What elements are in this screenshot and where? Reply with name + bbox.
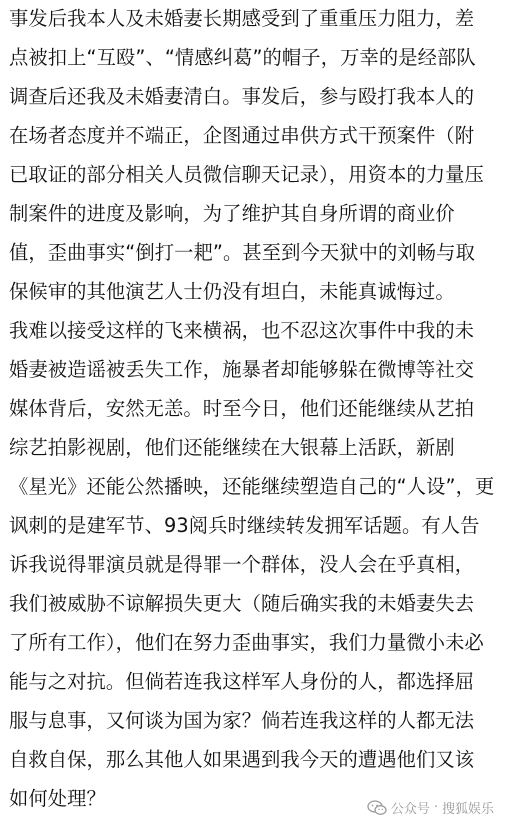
article-line: 调查后还我及未婚妻清白。事发后，参与殴打我本人的: [9, 85, 475, 108]
article-line: 制案件的进度及影响，为了维护其自身所谓的商业价: [9, 202, 455, 225]
article-line: 了所有工作），他们在努力歪曲事实，我们力量微小未必: [9, 631, 484, 654]
watermark-platform: 公众号: [390, 802, 430, 817]
article-line: 婚妻被造谣被丢失工作，施暴者却能够躲在微博等社交: [9, 358, 475, 381]
article-line: 值，歪曲事实“倒打一耙”。甚至到今天狱中的刘畅与取: [9, 241, 475, 264]
watermark-separator: ·: [433, 800, 438, 815]
article-line: 诉我说得罪演员就是得罪一个群体，没人会在乎真相，: [9, 553, 475, 576]
article-line: 在场者态度并不端正，企图通过串供方式干预案件（附: [9, 124, 475, 147]
article-line: 事发后我本人及未婚妻长期感受到了重重压力阻力，差: [9, 7, 475, 30]
article-line: 自救自保，那么其他人如果遇到我今天的遭遇他们又该: [9, 748, 475, 771]
article-line: 《星光》还能公然播映，还能继续塑造自己的“人设”，更: [9, 475, 495, 498]
article-line: 能与之对抗。但倘若连我这样军人身份的人，都选择屈: [9, 670, 475, 693]
article-line: 媒体背后，安然无恙。时至今日，他们还能继续从艺拍: [9, 397, 475, 420]
watermark-account: 搜狐娱乐: [441, 802, 494, 817]
article-line: 已取证的部分相关人员微信聊天记录），用资本的力量压: [9, 163, 484, 186]
article-line: 我们被威胁不谅解损失更大（随后确实我的未婚妻失去: [9, 592, 475, 615]
article-line: 服与息事，又何谈为国为家？倘若连我这样的人都无法: [9, 709, 475, 732]
article-line: 保候审的其他演艺人士仍没有坦白，未能真诚悔过。: [9, 280, 455, 303]
article-line: 综艺拍影视剧，他们还能继续在大银幕上活跃，新剧: [9, 436, 455, 459]
source-watermark: [365, 798, 496, 817]
article-line: 我难以接受这样的飞来横祸，也不忍这次事件中我的未: [9, 319, 475, 342]
wechat-icon: [367, 800, 387, 816]
article-line: 讽刺的是建军节、93阅兵时继续转发拥军话题。有人告: [9, 514, 480, 537]
article-line: 点被扣上“互殴”、“情感纠葛”的帽子，万幸的是经部队: [9, 46, 476, 69]
article-line: 如何处理？: [9, 787, 106, 810]
